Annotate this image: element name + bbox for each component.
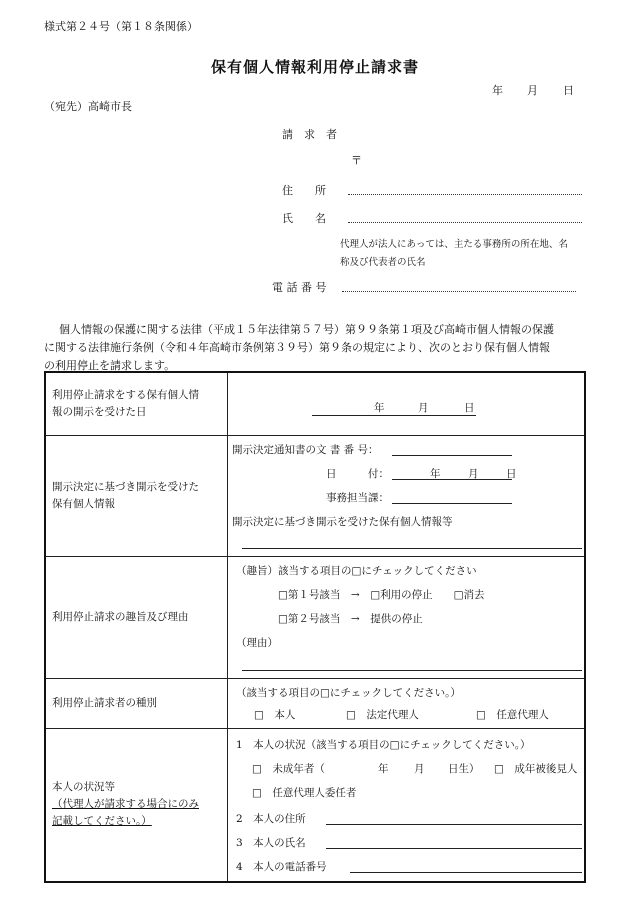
- checkbox-legal-agent[interactable]: □ 法定代理人: [346, 708, 419, 721]
- minor-year: 年: [378, 762, 389, 775]
- minor-day: 日生）: [448, 762, 480, 775]
- date-day: 日: [563, 84, 574, 97]
- name-label: 氏 名: [282, 212, 326, 225]
- phone-field[interactable]: [342, 291, 576, 292]
- checkbox-adult-ward[interactable]: □ 成年被後見人: [494, 762, 578, 775]
- office-field[interactable]: [392, 503, 512, 504]
- reason-field[interactable]: [242, 670, 582, 671]
- row1-label-line2: 報の開示を受けた日: [52, 405, 147, 418]
- status-item1: 1 本人の状況（該当する項目の□にチェックしてください。）: [236, 738, 531, 751]
- intro-line2: に関する法律施行条例（令和４年高崎市条例第３９号）第９条の規定により、次のとおり保有個人情報: [44, 341, 550, 354]
- type-instruction: （該当する項目の□にチェックしてください。）: [236, 686, 461, 699]
- date-label: 日 付：: [326, 467, 389, 480]
- principal-name-field[interactable]: [326, 848, 582, 849]
- row2-label-line1: 開示決定に基づき開示を受けた: [52, 480, 199, 493]
- r1-day: 日: [464, 402, 475, 414]
- principal-phone-field[interactable]: [350, 872, 582, 873]
- option-item1[interactable]: □第１号該当 → □利用の停止 □消去: [278, 588, 485, 601]
- table-row-disclosed-info: [45, 435, 585, 556]
- page-title: 保有個人情報利用停止請求書: [210, 58, 419, 76]
- date-month: 月: [527, 84, 538, 97]
- principal-address-field[interactable]: [326, 824, 582, 825]
- date-year: 年: [492, 84, 503, 97]
- reason-label: （理由）: [236, 636, 278, 649]
- option-item2[interactable]: □第２号該当 → 提供の停止: [278, 612, 423, 625]
- purpose-instruction: （趣旨）該当する項目の□にチェックしてください: [236, 564, 477, 577]
- address-field[interactable]: [348, 194, 582, 195]
- doc-number-label: 開示決定通知書の文 書 番 号：: [232, 443, 379, 456]
- r1-year: 年: [374, 402, 385, 414]
- address-label: 住 所: [282, 184, 326, 197]
- postal-mark: 〒: [351, 154, 362, 167]
- checkbox-delegator[interactable]: □ 任意代理人委任者: [252, 786, 357, 799]
- name-field[interactable]: [348, 222, 582, 223]
- request-table: [44, 371, 586, 883]
- r2-date-field[interactable]: [392, 479, 512, 480]
- agent-note-line2: 称及び代表者の氏名: [340, 257, 426, 268]
- table-row-requester-type: [45, 678, 585, 728]
- row5-label-line3: 記載してください。）: [52, 815, 152, 828]
- row3-label: 利用停止請求の趣旨及び理由: [45, 556, 228, 678]
- requester-heading: 請 求 者: [282, 128, 337, 141]
- form-number: 様式第２４号（第１８条関係）: [44, 20, 198, 33]
- principal-address-label: 2 本人の住所: [236, 812, 306, 825]
- principal-name-label: 3 本人の氏名: [236, 836, 306, 849]
- row4-label: 利用停止請求者の種別: [45, 678, 228, 728]
- intro-line1: 個人情報の保護に関する法律（平成１５年法律第５７号）第９９条第１項及び高崎市個人情報の保護: [59, 323, 554, 336]
- row5-label-line2: （代理人が請求する場合にのみ: [52, 798, 199, 811]
- doc-number-field[interactable]: [392, 455, 512, 456]
- principal-phone-label: 4 本人の電話番号: [236, 860, 327, 873]
- row1-label-line1: 利用停止請求をする保有個人情: [52, 388, 199, 401]
- checkbox-self[interactable]: □ 本人: [254, 708, 296, 721]
- r1-month: 月: [418, 402, 429, 414]
- table-row-purpose-reason: [45, 556, 585, 678]
- office-label: 事務担当課：: [326, 491, 389, 504]
- table-row-disclosure-date: [45, 372, 585, 435]
- row2-label-line2: 保有個人情報: [52, 497, 115, 510]
- r2-year: 年: [430, 467, 441, 480]
- addressee: （宛先）高崎市長: [44, 100, 132, 113]
- row5-label-line1: 本人の状況等: [52, 781, 115, 794]
- phone-label: 電 話 番 号: [272, 281, 327, 294]
- r2-day: 日: [506, 467, 517, 480]
- disclosed-info-label: 開示決定に基づき開示を受けた保有個人情報等: [232, 515, 453, 528]
- intro-line3: の利用停止を請求します。: [44, 359, 176, 372]
- checkbox-minor[interactable]: □ 未成年者（: [252, 762, 325, 775]
- minor-month: 月: [414, 762, 425, 775]
- agent-note-line1: 代理人が法人にあっては、主たる事務所の所在地、名: [340, 239, 568, 250]
- disclosure-date-field[interactable]: [228, 372, 586, 435]
- r2-month: 月: [468, 467, 479, 480]
- table-row-principal-status: [45, 728, 585, 882]
- checkbox-voluntary-agent[interactable]: □ 任意代理人: [476, 708, 549, 721]
- disclosed-info-field[interactable]: [242, 548, 582, 549]
